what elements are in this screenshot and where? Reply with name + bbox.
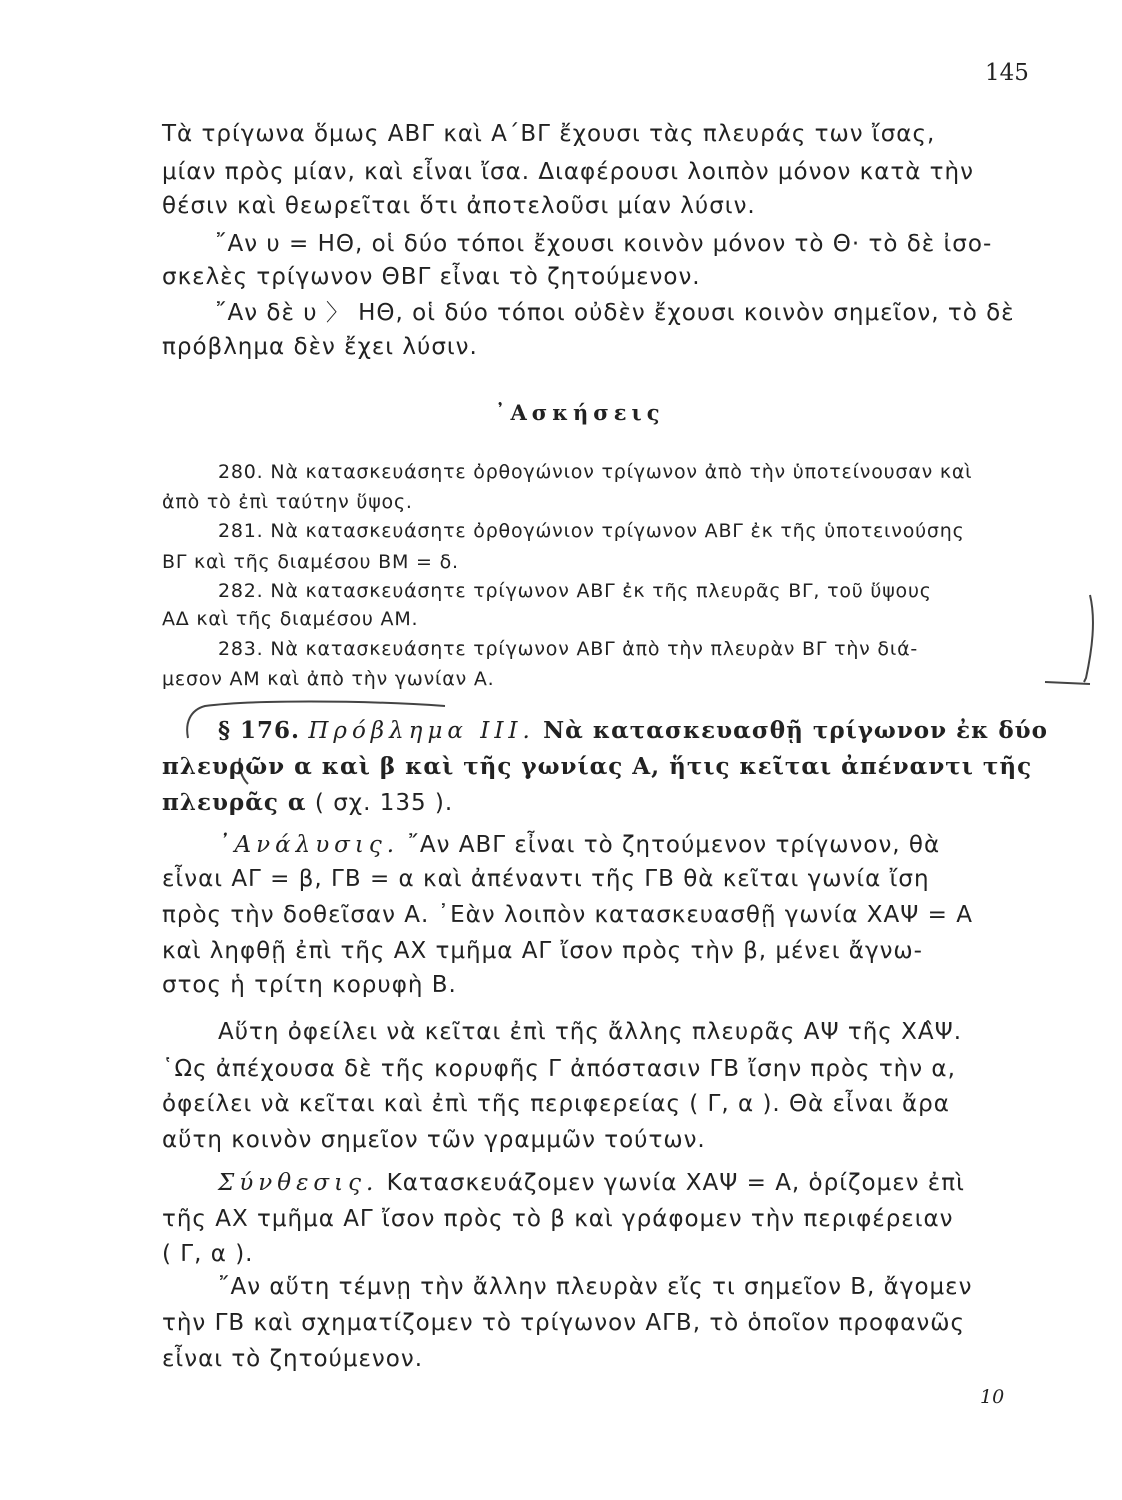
analysis-line: στος ἡ τρίτη κορυφὴ Β. <box>162 972 457 998</box>
analysis-para2-line: ῾Ως ἀπέχουσα δὲ τῆς κορυφῆς Γ ἀπόστασιν ΓΒ ἴσην πρὸς τὴν α, <box>162 1056 956 1082</box>
synthesis-line: τῆς ΑΧ τμῆμα ΑΓ ἴσον πρὸς τὸ β καὶ γράφομεν τὴν περιφέρειαν <box>162 1206 954 1232</box>
section-number: § 176. <box>218 717 301 744</box>
analysis-first-line-text: ῎Αν ΑΒΓ εἶναι τὸ ζητούμενον τρίγωνον, θὰ <box>407 832 941 858</box>
exercises-heading: ᾿Ασκήσεις <box>495 400 665 425</box>
synthesis-first-line <box>218 1166 965 1200</box>
intro-line: ῎Αν υ = ΗΘ, οἱ δύο τόποι ἔχουσι κοινὸν μόνον τὸ Θ· τὸ δὲ ἰσο- <box>215 231 993 257</box>
analysis-line: πρὸς τὴν δοθεῖσαν Α. ᾿Εὰν λοιπὸν κατασκευασθῇ γωνία ΧΑΨ = Α <box>162 902 973 928</box>
intro-line: ῎Αν δὲ υ 〉 ΗΘ, οἱ δύο τόποι οὐδὲν ἔχουσι κοινὸν σημεῖον, τὸ δὲ <box>215 300 1015 326</box>
section-title-bold: πλευρᾶς α <box>162 789 307 816</box>
intro-line: σκελὲς τρίγωνον ΘΒΓ εἶναι τὸ ζητούμενον. <box>162 264 701 290</box>
exercise-line: ΒΓ καὶ τῆς διαμέσου ΒΜ = δ. <box>162 551 459 573</box>
exercise-line: ΑΔ καὶ τῆς διαμέσου ΑΜ. <box>162 608 419 630</box>
exercise-line: 281. Νὰ κατασκευάσητε ὀρθογώνιον τρίγωνον ΑΒΓ ἐκ τῆς ὑποτεινούσης <box>218 520 965 542</box>
exercise-line: 282. Νὰ κατασκευάσητε τρίγωνον ΑΒΓ ἐκ τῆς πλευρᾶς ΒΓ, τοῦ ὕψους <box>218 580 932 602</box>
exercise-line: 283. Νὰ κατασκευάσητε τρίγωνον ΑΒΓ ἀπὸ τὴν πλευρὰν ΒΓ τὴν διά- <box>218 638 919 660</box>
synthesis-label: Σύνθεσις. <box>218 1170 379 1196</box>
section-title-line-1 <box>218 714 1048 748</box>
section-title-line-3 <box>162 786 453 820</box>
analysis-first-line <box>218 828 940 862</box>
analysis-line: καὶ ληφθῇ ἐπὶ τῆς ΑΧ τμῆμα ΑΓ ἴσον πρὸς τὴν β, μένει ἄγνω- <box>162 938 923 964</box>
signature-mark: 10 <box>980 1386 1005 1408</box>
analysis-line: εἶναι ΑΓ = β, ΓΒ = α καὶ ἀπέναντι τῆς ΓΒ θὰ κεῖται γωνία ἴση <box>162 866 930 892</box>
synthesis-line: ( Γ, α ). <box>162 1241 254 1267</box>
analysis-para2-line: Αὕτη ὀφείλει νὰ κεῖται ἐπὶ τῆς ἄλλης πλευρᾶς ΑΨ τῆς ΧΑ̂Ψ. <box>218 1019 963 1045</box>
intro-line: θέσιν καὶ θεωρεῖται ὅτι ἀποτελοῦσι μίαν λύσιν. <box>162 193 756 219</box>
margin-bracket-mark <box>1040 590 1100 690</box>
intro-line: πρόβλημα δὲν ἔχει λύσιν. <box>162 334 478 360</box>
analysis-para2-line: ὀφείλει νὰ κεῖται καὶ ἐπὶ τῆς περιφερείας ( Γ, α ). Θὰ εἶναι ἄρα <box>162 1091 950 1117</box>
exercise-line: 280. Νὰ κατασκευάσητε ὀρθογώνιον τρίγωνον ἀπὸ τὴν ὑποτείνουσαν καὶ <box>218 461 973 483</box>
page-number: 145 <box>985 60 1029 86</box>
figure-reference: ( σχ. 135 ). <box>314 790 454 816</box>
section-title-line-2: πλευρῶν α καὶ β καὶ τῆς γωνίας Α, ἥτις κεῖται ἀπέναντι τῆς <box>162 753 1033 780</box>
analysis-label: ᾿Ανάλυσις. <box>218 832 400 858</box>
intro-line: Τὰ τρίγωνα ὅμως ΑΒΓ καὶ Α΄ΒΓ ἔχουσι τὰς πλευράς των ἴσας, <box>162 121 936 147</box>
exercise-line: ἀπὸ τὸ ἐπὶ ταύτην ὕψος. <box>162 491 413 513</box>
synthesis-first-line-text: Κατασκευάζομεν γωνία ΧΑΨ = Α, ὁρίζομεν ἐπὶ <box>386 1170 965 1196</box>
section-title: Νὰ κατασκευασθῇ τρίγωνον ἐκ δύο <box>543 717 1048 744</box>
section-label: Πρόβλημα ΙΙΙ. <box>308 718 535 744</box>
exercise-line: μεσον ΑΜ καὶ ἀπὸ τὴν γωνίαν Α. <box>162 668 495 690</box>
analysis-para2-line: αὕτη κοινὸν σημεῖον τῶν γραμμῶν τούτων. <box>162 1127 706 1153</box>
synthesis-line: τὴν ΓΒ καὶ σχηματίζομεν τὸ τρίγωνον ΑΓΒ, τὸ ὁποῖον προφανῶς <box>162 1310 966 1336</box>
synthesis-line: εἶναι τὸ ζητούμενον. <box>162 1346 424 1372</box>
intro-line: μίαν πρὸς μίαν, καὶ εἶναι ἴσα. Διαφέρουσι λοιπὸν μόνον κατὰ τὴν <box>162 159 974 185</box>
synthesis-line: ῎Αν αὕτη τέμνῃ τὴν ἄλλην πλευρὰν εἴς τι σημεῖον Β, ἄγομεν <box>218 1274 973 1300</box>
